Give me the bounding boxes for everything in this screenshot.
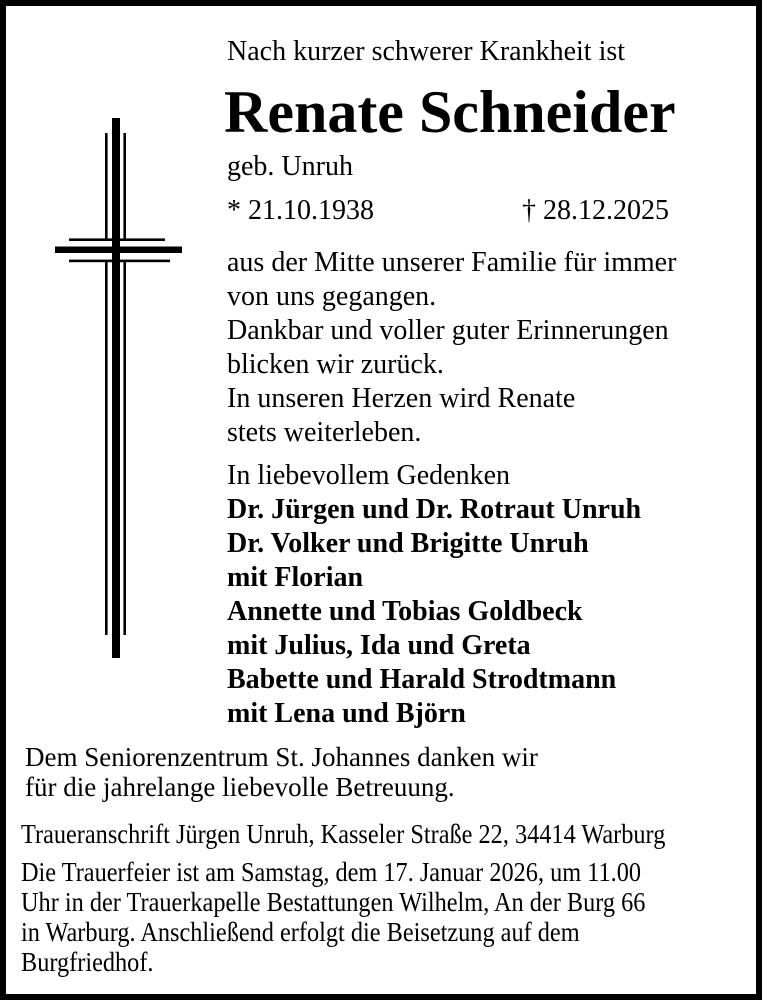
death-date: † 28.12.2025: [522, 195, 669, 226]
birth-date: * 21.10.1938: [227, 195, 374, 226]
funeral-info-text: [21, 857, 645, 977]
body-line: Dankbar und voller guter Erinnerungen: [227, 315, 669, 346]
body-line: In unseren Herzen wird Renate: [227, 383, 576, 414]
mourner-line: mit Julius, Ida und Greta: [227, 630, 531, 661]
mourner-line: mit Florian: [227, 562, 364, 593]
life-dates-row: [227, 194, 687, 228]
body-text: [227, 246, 676, 450]
funeral-line: Uhr in der Trauerkapelle Bestattungen Wilhelm, An der Burg 66: [21, 887, 646, 917]
maiden-name: geb. Unruh: [227, 151, 353, 182]
intro-line: Nach kurzer schwerer Krankheit ist: [227, 36, 626, 67]
memorial-heading: In liebevollem Gedenken: [227, 460, 511, 491]
body-line: aus der Mitte unserer Familie für immer: [227, 247, 677, 278]
funeral-line: Burgfriedhof.: [21, 947, 154, 977]
memorial-section: [227, 459, 641, 731]
mourner-line: Annette und Tobias Goldbeck: [227, 596, 583, 627]
thanks-line: Dem Seniorenzentrum St. Johannes danken wir: [25, 742, 538, 772]
mourner-line: mit Lena und Björn: [227, 698, 466, 729]
deceased-name: Renate Schneider: [224, 79, 676, 145]
thanks-text: [25, 742, 538, 802]
body-line: stets weiterleben.: [227, 417, 422, 448]
mourner-line: Dr. Jürgen und Dr. Rotraut Unruh: [227, 494, 642, 525]
mourner-line: Babette und Harald Strodtmann: [227, 664, 617, 695]
thanks-line: für die jahrelange liebevolle Betreuung.: [25, 772, 455, 802]
body-line: blicken wir zurück.: [227, 349, 444, 380]
mourning-address-line: Traueranschrift Jürgen Unruh, Kasseler Straße 22, 34414 Warburg: [21, 819, 666, 849]
memorial-cross-icon: [0, 0, 200, 680]
funeral-line: in Warburg. Anschließend erfolgt die Beisetzung auf dem: [21, 917, 580, 947]
funeral-line: Die Trauerfeier ist am Samstag, dem 17. Januar 2026, um 11.00: [21, 857, 642, 887]
mourner-line: Dr. Volker und Brigitte Unruh: [227, 528, 589, 559]
body-line: von uns gegangen.: [227, 281, 437, 312]
